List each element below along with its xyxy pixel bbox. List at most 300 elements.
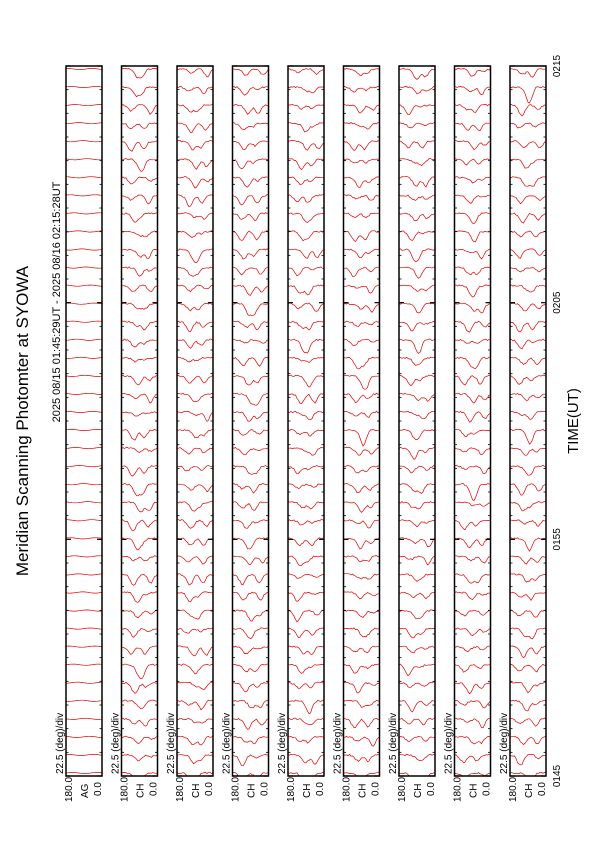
panel-scale-label: 22.5 (deg)/div [332, 712, 344, 774]
trace-line [177, 755, 213, 764]
trace-line [288, 285, 324, 295]
trace-line [455, 86, 491, 94]
trace-line [344, 122, 380, 129]
trace-line [510, 448, 546, 455]
trace-line [66, 466, 102, 467]
trace-line [510, 502, 546, 511]
trace-line [455, 664, 491, 672]
trace-line [344, 466, 380, 474]
trace-line [344, 105, 380, 114]
x-tick-label: 0215 [552, 54, 563, 78]
trace-line [66, 754, 102, 755]
panel-7 [388, 66, 437, 802]
x-axis-label: TIME(UT) [565, 388, 582, 454]
trace-line [344, 303, 380, 312]
y-tick-label-top: 180.0 [508, 776, 519, 802]
trace-line [233, 628, 269, 639]
trace-line [510, 664, 546, 672]
trace-line [288, 520, 324, 525]
trace-line [344, 177, 380, 188]
panel-scale-label: 22.5 (deg)/div [443, 712, 455, 774]
panel-channel-label: CH [468, 783, 480, 798]
trace-line [66, 484, 102, 485]
trace-line [122, 177, 158, 184]
trace-line [344, 610, 380, 618]
trace-line [288, 86, 324, 93]
panel-1 [55, 66, 104, 802]
trace-line [399, 285, 435, 291]
trace-line [510, 538, 546, 551]
trace-line [344, 664, 380, 673]
panel-scale-label: 22.5 (deg)/div [277, 712, 288, 774]
trace-line [288, 140, 324, 150]
trace-line [344, 484, 380, 493]
trace-line [455, 231, 491, 242]
panel-traces [399, 68, 435, 784]
trace-line [510, 177, 546, 187]
trace-line [122, 610, 158, 617]
trace-line [233, 285, 269, 295]
trace-line [122, 87, 158, 97]
trace-line [177, 411, 213, 421]
x-tick-label: 0205 [552, 291, 563, 314]
trace-line [233, 755, 269, 766]
trace-line [122, 736, 158, 743]
panel-9 [499, 66, 548, 802]
y-tick-label-bottom: 0.0 [426, 782, 437, 796]
trace-line [399, 213, 435, 220]
trace-line [177, 429, 213, 437]
trace-line [510, 196, 546, 204]
trace-line [177, 159, 213, 169]
trace-line [510, 592, 546, 600]
trace-line [510, 484, 546, 496]
panel-channel-label: CH [246, 783, 258, 798]
trace-line [177, 123, 213, 133]
trace-line [510, 339, 546, 349]
trace-line [455, 177, 491, 183]
trace-line [399, 592, 435, 599]
panel-frame [66, 66, 102, 776]
trace-line [399, 159, 435, 166]
trace-line [177, 448, 213, 455]
trace-line [399, 231, 435, 241]
trace-line [177, 556, 213, 564]
trace-line [177, 610, 213, 619]
trace-line [288, 411, 324, 419]
y-tick-label-bottom: 0.0 [481, 782, 493, 796]
y-tick-label-bottom: 0.0 [537, 782, 548, 796]
trace-line [399, 177, 435, 187]
trace-line [66, 538, 102, 539]
trace-line [177, 646, 213, 656]
trace-line [177, 249, 213, 263]
y-tick-label-bottom: 0.0 [148, 782, 160, 796]
trace-line [510, 700, 546, 711]
trace-line [288, 718, 324, 725]
trace-line [288, 123, 324, 132]
trace-line [344, 68, 380, 75]
trace-line [510, 213, 546, 223]
trace-line [177, 357, 213, 362]
trace-line [66, 141, 102, 142]
trace-line [399, 321, 435, 331]
y-tick-label-top: 180.0 [341, 776, 353, 802]
trace-line [66, 303, 102, 304]
y-tick-label-bottom: 0.0 [204, 782, 215, 796]
trace-line [177, 195, 213, 207]
trace-line [233, 231, 269, 241]
trace-line [66, 285, 102, 286]
panel-scale-label: 22.5 (deg)/div [110, 712, 122, 774]
panel-8 [444, 66, 493, 802]
trace-line [122, 682, 158, 693]
trace-line [177, 177, 213, 189]
trace-line [455, 646, 491, 652]
panel-channel-label: CH [191, 783, 202, 798]
trace-line [399, 141, 435, 148]
panel-5 [277, 66, 326, 802]
trace-line [510, 231, 546, 237]
trace-line [122, 700, 158, 709]
trace-line [177, 682, 213, 690]
trace-line [288, 321, 324, 330]
trace-line [399, 700, 435, 712]
panel-channel-label: CH [135, 783, 147, 798]
trace-line [344, 574, 380, 579]
trace-line [455, 285, 491, 297]
trace-line [288, 195, 324, 203]
trace-line [122, 123, 158, 129]
trace-line [344, 249, 380, 258]
trace-line [399, 68, 435, 79]
trace-line [510, 87, 546, 103]
trace-line [455, 683, 491, 694]
trace-line [66, 772, 102, 773]
trace-line [233, 574, 269, 585]
trace-line [122, 520, 158, 531]
trace-line [177, 718, 213, 723]
trace-line [233, 104, 269, 114]
trace-line [455, 628, 491, 636]
y-tick-label-top: 180.0 [230, 776, 242, 802]
trace-line [399, 646, 435, 653]
trace-line [66, 700, 102, 701]
rotated-figure [13, 54, 582, 802]
trace-line [288, 736, 324, 743]
trace-line [66, 68, 102, 69]
trace-line [455, 159, 491, 165]
trace-line [455, 357, 491, 369]
trace-line [510, 610, 546, 617]
trace-line [66, 646, 102, 647]
trace-line [288, 574, 324, 579]
trace-line [122, 159, 158, 172]
trace-line [455, 429, 491, 436]
trace-line [510, 736, 546, 744]
trace-line [455, 141, 491, 150]
trace-line [288, 375, 324, 387]
panel-channel-label: CH [413, 783, 424, 798]
trace-line [177, 628, 213, 633]
trace-line [344, 592, 380, 599]
trace-line [399, 123, 435, 128]
trace-line [510, 375, 546, 384]
trace-line [66, 87, 102, 88]
trace-line [344, 231, 380, 242]
trace-line [510, 556, 546, 564]
trace-line [344, 628, 380, 637]
trace-line [233, 664, 269, 672]
y-tick-label-bottom: 0.0 [259, 782, 271, 796]
panel-frame [344, 66, 380, 776]
trace-line [510, 411, 546, 419]
trace-line [122, 628, 158, 637]
trace-line [66, 393, 102, 394]
trace-line [399, 466, 435, 474]
trace-line [177, 267, 213, 276]
trace-line [399, 393, 435, 401]
trace-line [288, 303, 324, 311]
trace-line [177, 538, 213, 545]
panel-traces [455, 68, 491, 777]
trace-line [66, 177, 102, 178]
trace-line [399, 105, 435, 115]
trace-line [233, 592, 269, 600]
trace-line [233, 249, 269, 259]
trace-line [455, 68, 491, 76]
trace-line [66, 610, 102, 611]
trace-line [455, 538, 491, 548]
trace-line [122, 412, 158, 416]
trace-line [455, 321, 491, 332]
trace-line [510, 682, 546, 693]
trace-line [510, 249, 546, 258]
trace-line [399, 375, 435, 386]
trace-line [399, 520, 435, 527]
trace-line [399, 429, 435, 439]
trace-line [122, 592, 158, 603]
trace-line [455, 502, 491, 506]
trace-line [399, 737, 435, 742]
trace-line [122, 303, 158, 309]
trace-line [66, 267, 102, 268]
trace-line [288, 267, 324, 276]
trace-line [455, 718, 491, 728]
trace-line [510, 141, 546, 148]
trace-line [455, 484, 491, 501]
trace-line [66, 105, 102, 106]
trace-line [399, 502, 435, 509]
trace-line [233, 159, 269, 169]
trace-line [399, 484, 435, 494]
trace-line [455, 195, 491, 204]
trace-line [399, 574, 435, 582]
trace-line [288, 538, 324, 546]
trace-line [455, 610, 491, 616]
trace-line [122, 141, 158, 151]
trace-line [399, 303, 435, 313]
trace-line [288, 231, 324, 241]
trace-line [233, 339, 269, 343]
trace-line [344, 213, 380, 218]
trace-line [66, 664, 102, 665]
trace-line [510, 267, 546, 272]
trace-line [177, 520, 213, 529]
trace-line [233, 682, 269, 692]
y-tick-label-top: 180.0 [286, 776, 297, 802]
trace-line [122, 538, 158, 550]
panel-scale-label: 22.5 (deg)/div [499, 712, 510, 774]
trace-line [344, 682, 380, 693]
trace-line [177, 86, 213, 93]
trace-line [288, 628, 324, 638]
trace-line [66, 502, 102, 503]
trace-line [344, 700, 380, 707]
trace-line [177, 484, 213, 492]
trace-line [399, 86, 435, 94]
trace-line [122, 249, 158, 258]
trace-line [233, 393, 269, 405]
trace-line [233, 502, 269, 510]
trace-line [399, 249, 435, 262]
trace-line [66, 574, 102, 575]
trace-line [233, 466, 269, 475]
trace-line [177, 393, 213, 401]
trace-line [66, 375, 102, 376]
trace-line [288, 447, 324, 455]
trace-line [510, 574, 546, 583]
trace-line [177, 105, 213, 112]
trace-line [288, 754, 324, 764]
trace-line [177, 69, 213, 77]
trace-line [510, 321, 546, 332]
trace-line [122, 195, 158, 204]
trace-line [177, 700, 213, 710]
trace-line [510, 628, 546, 639]
y-tick-label-top: 180.0 [397, 776, 408, 802]
trace-line [455, 773, 491, 778]
trace-line [233, 538, 269, 549]
trace-line [122, 664, 158, 679]
trace-line [122, 339, 158, 347]
trace-line [122, 68, 158, 78]
trace-line [177, 303, 213, 311]
panel-frame [122, 66, 158, 776]
trace-line [344, 141, 380, 151]
trace-line [233, 123, 269, 130]
trace-line [510, 465, 546, 475]
panel-channel-label: AG [80, 783, 91, 798]
trace-line [344, 502, 380, 512]
trace-line [233, 412, 269, 422]
trace-line [288, 249, 324, 258]
trace-line [510, 429, 546, 444]
y-tick-label-bottom: 0.0 [370, 782, 382, 796]
trace-line [233, 267, 269, 275]
trace-line [510, 646, 546, 658]
trace-line [399, 718, 435, 725]
trace-line [344, 86, 380, 92]
trace-line [288, 105, 324, 110]
trace-line [66, 718, 102, 719]
trace-line [177, 140, 213, 150]
trace-line [288, 502, 324, 509]
trace-line [66, 213, 102, 214]
trace-line [455, 104, 491, 112]
trace-line [399, 447, 435, 459]
trace-line [288, 69, 324, 75]
trace-line [288, 610, 324, 622]
trace-line [455, 466, 491, 474]
trace-line [455, 303, 491, 313]
trace-line [510, 285, 546, 292]
trace-line [455, 754, 491, 763]
trace-line [399, 195, 435, 201]
panel-6 [333, 66, 382, 802]
trace-line [288, 466, 324, 474]
trace-line [455, 339, 491, 343]
panel-traces [510, 69, 546, 785]
trace-line [122, 321, 158, 330]
panel-channel-label: CH [357, 783, 369, 798]
trace-line [122, 357, 158, 362]
trace-line [233, 610, 269, 621]
trace-line [455, 249, 491, 259]
trace-line [122, 754, 158, 761]
trace-line [288, 339, 324, 353]
trace-line [288, 159, 324, 170]
trace-line [455, 393, 491, 403]
trace-line [344, 556, 380, 562]
trace-line [233, 430, 269, 436]
trace-line [66, 628, 102, 629]
trace-line [344, 646, 380, 652]
trace-line [66, 429, 102, 430]
panel-scale-label: 22.5 (deg)/div [166, 712, 177, 774]
trace-line [399, 538, 435, 547]
trace-line [233, 376, 269, 386]
trace-line [122, 213, 158, 223]
trace-line [344, 159, 380, 164]
trace-line [233, 646, 269, 654]
trace-line [177, 502, 213, 511]
trace-line [233, 357, 269, 366]
trace-line [455, 123, 491, 131]
y-tick-label-bottom: 0.0 [315, 782, 326, 796]
trace-line [122, 267, 158, 276]
trace-line [455, 412, 491, 423]
panel-traces [344, 68, 380, 780]
trace-line [177, 375, 213, 383]
trace-line [66, 339, 102, 340]
panel-traces [233, 69, 269, 783]
trace-line [455, 700, 491, 708]
trace-line [510, 393, 546, 400]
trace-line [233, 556, 269, 564]
trace-line [510, 159, 546, 168]
panel-channel-label: CH [302, 783, 313, 798]
trace-line [122, 718, 158, 726]
trace-line [177, 574, 213, 585]
trace-line [122, 429, 158, 440]
trace-line [233, 700, 269, 708]
trace-line [288, 556, 324, 566]
trace-line [122, 574, 158, 585]
y-tick-label-top: 180.0 [119, 776, 131, 802]
trace-line [455, 213, 491, 224]
trace-line [177, 339, 213, 348]
